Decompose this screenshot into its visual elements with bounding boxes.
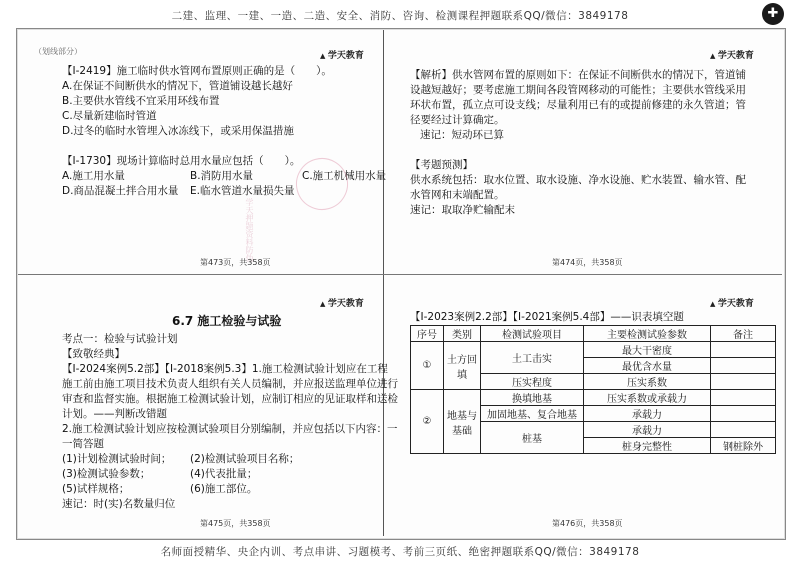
option: A.施工用水量 (62, 170, 125, 182)
header-cell: 类别 (444, 326, 481, 342)
note-cell (711, 406, 776, 422)
body-line: 计划。——判断改错题 (62, 408, 167, 420)
point-title: 考点一：检验与试验计划 (62, 333, 178, 345)
category-cell: 地基与基础 (444, 390, 481, 454)
classic-title: 【致敬经典】 (62, 348, 125, 360)
watermark: 学天押题资料防伪 (245, 198, 254, 262)
note-cell (711, 390, 776, 406)
item: (5)试样规格； (62, 483, 130, 495)
option: D.商品混凝土拌合用水量 (62, 185, 179, 197)
item: (2)检测试验项目名称； (190, 453, 300, 465)
analysis-line: 设越短越好；要考虑施工期间各段管网移动的可能性；主要供水管线采用 (410, 84, 746, 96)
option: B.主要供水管线不宜采用环线布置 (62, 95, 220, 107)
category-cell: 土方回填 (444, 342, 481, 390)
body-line: 审查和监督实施。根据施工检测试验计划，应制订相应的见证取样和送检 (62, 393, 398, 405)
option: A.在保证不间断供水的情况下，管道铺设越长越好 (62, 80, 293, 92)
top-right-panel (410, 68, 746, 218)
body-line: 一简答题 (62, 438, 104, 450)
bottom-left-panel (62, 332, 398, 512)
param-cell: 承载力 (584, 406, 711, 422)
memo: 速记：短动环已算 (420, 129, 504, 141)
header-cell: 备注 (711, 326, 776, 342)
table-row (411, 342, 776, 358)
page-number: 第473页，共358页 (200, 258, 271, 267)
table-header-row (411, 326, 776, 342)
option: C.尽量新建临时管道 (62, 110, 157, 122)
param-cell: 压实系数或承载力 (584, 390, 711, 406)
brand-logo-top-right: ▲ 学天教育 (710, 48, 754, 61)
analysis-line: 环状布置，孤立点可设支线；尽量利用已有的或提前修建的永久管道；管 (410, 99, 746, 111)
note-cell (711, 342, 776, 358)
item: (4)代表批量； (190, 468, 258, 480)
param-cell: 桩身完整性 (584, 438, 711, 454)
header-cell: 序号 (411, 326, 444, 342)
param-cell: 压实系数 (584, 374, 711, 390)
section-title: 6.7 施工检验与试验 (172, 314, 282, 328)
item-cell: 土工击实 (481, 342, 584, 374)
body-line: 【Ⅰ-2024案例5.2部】【Ⅰ-2018案例5.3】1.施工检测试验计划应在工程 (62, 363, 388, 375)
bottom-banner: 名师面授精华、央企内训、考点串讲、习题模考、考前三页纸、绝密押题联系QQ/微信：3849178 (160, 546, 640, 558)
item: (3)检测试验参数； (62, 468, 151, 480)
row-number: ① (411, 342, 444, 390)
top-banner: 二建、监理、一建、一造、二造、安全、消防、咨询、检测课程押题联系QQ/微信：3849178 (171, 10, 629, 22)
forecast-line: 水管网和末端配置。 (410, 189, 505, 201)
note-cell (711, 422, 776, 438)
question-title: 【Ⅰ-1730】现场计算临时总用水量应包括（ ）。 (62, 155, 301, 167)
scribble-note: （划线部分） (34, 47, 82, 56)
horizontal-divider (18, 274, 782, 275)
forecast-title: 【考题预测】 (410, 159, 473, 171)
note-cell (711, 358, 776, 374)
item-row (62, 482, 398, 497)
item-row (62, 467, 398, 482)
note-cell: 钢桩除外 (711, 438, 776, 454)
option: B.消防用水量 (190, 170, 254, 182)
param-cell: 最优含水量 (584, 358, 711, 374)
row-number: ② (411, 390, 444, 454)
body-line: 2.施工检测试验计划应按检测试验项目分别编制，并应包括以下内容：一 (62, 423, 398, 435)
question-title: 【Ⅰ-2419】施工临时供水管网布置原则正确的是（ ）。 (62, 65, 332, 77)
item-cell: 压实程度 (481, 374, 584, 390)
item: (6)施工部位。 (190, 483, 258, 495)
analysis-line: 径要经过计算确定。 (410, 114, 505, 126)
table-title: 【Ⅰ-2023案例2.2部】【Ⅰ-2021案例5.4部】——识表填空题 (410, 311, 684, 323)
page-number: 第475页，共358页 (200, 519, 271, 528)
option: C.施工机械用水量 (302, 170, 387, 182)
header-cell: 主要检测试验参数 (584, 326, 711, 342)
memo: 速记：时(实)名数量归位 (62, 498, 176, 510)
analysis-line: 【解析】供水管网布置的原则如下：在保证不间断供水的情况下，管道铺 (410, 69, 746, 81)
option: E.临水管道水量损失量 (190, 185, 295, 197)
brand-logo-bottom-right: ▲ 学天教育 (710, 296, 754, 309)
logo-badge-icon[interactable]: ✚ (762, 3, 784, 25)
table-row (411, 390, 776, 406)
page-number: 第474页，共358页 (552, 258, 623, 267)
item: (1)计划检测试验时间； (62, 453, 172, 465)
memo: 速记：取取净贮输配末 (410, 204, 515, 216)
option: D.过冬的临时水管埋入冰冻线下，或采用保温措施 (62, 125, 294, 137)
fill-in-table (410, 325, 776, 454)
item-row (62, 452, 398, 467)
header-cell: 检测试验项目 (481, 326, 584, 342)
note-cell (711, 374, 776, 390)
param-cell: 承载力 (584, 422, 711, 438)
brand-logo-bottom-left: ▲ 学天教育 (320, 296, 364, 309)
item-cell: 换填地基 (481, 390, 584, 406)
item-cell: 加固地基、复合地基 (481, 406, 584, 422)
body-line: 施工前由施工项目技术负责人组织有关人员编制，并应报送监理单位进行 (62, 378, 398, 390)
page-number: 第476页，共358页 (552, 519, 623, 528)
item-cell: 桩基 (481, 422, 584, 454)
brand-logo-top-left: ▲ 学天教育 (320, 48, 364, 61)
forecast-line: 供水系统包括：取水位置、取水设施、净水设施、贮水装置、输水管、配 (410, 174, 746, 186)
param-cell: 最大干密度 (584, 342, 711, 358)
